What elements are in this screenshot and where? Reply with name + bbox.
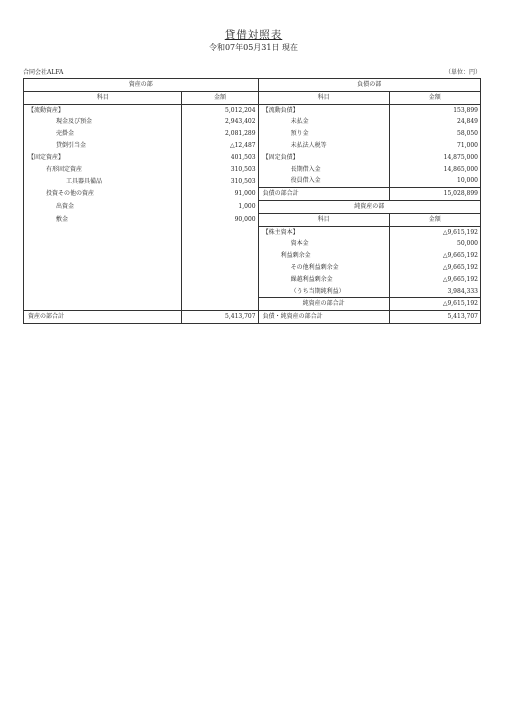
unit-label: （単位：円） (444, 69, 481, 76)
report-date: 令和07年05月31日 現在 (208, 43, 299, 52)
table-row (24, 200, 481, 213)
table-row (24, 104, 481, 116)
net-assets-amount-header: 金額 (389, 213, 480, 226)
liability-label: 役員借入金 (258, 175, 389, 187)
net-asset-amount: △9,615,192 (389, 226, 480, 238)
net-asset-label: （うち当期純利益） (258, 286, 389, 298)
net-asset-label: 資本金 (258, 238, 389, 250)
asset-amount: 91,000 (182, 188, 258, 201)
liabilities-total-label: 負債の部合計 (258, 188, 389, 201)
liability-amount: 58,050 (389, 128, 480, 140)
asset-label: 敷金 (24, 213, 182, 226)
asset-amount: 5,012,204 (182, 104, 258, 116)
net-asset-amount: 50,000 (389, 238, 480, 250)
liability-amount: 24,849 (389, 116, 480, 128)
liabilities-section-header: 負債の部 (258, 79, 480, 92)
table-row (24, 250, 481, 262)
net-assets-section-header: 純資産の部 (258, 200, 480, 213)
liab-net-total-label: 負債・純資産の部合計 (258, 311, 389, 324)
net-assets-item-header: 科目 (258, 213, 389, 226)
liabilities-item-header: 科目 (258, 91, 389, 104)
table-row (24, 140, 481, 152)
asset-amount: 2,081,289 (182, 128, 258, 140)
liabilities-amount-header: 金額 (389, 91, 480, 104)
table-row (24, 175, 481, 187)
table-row (24, 164, 481, 176)
table-row (24, 213, 481, 226)
company-name: 合同会社ALFA (23, 69, 64, 76)
table-row (24, 226, 481, 238)
asset-amount: 1,000 (182, 200, 258, 213)
liability-label: 長期借入金 (258, 164, 389, 176)
asset-label: 投資その他の資産 (24, 188, 182, 201)
net-assets-total-amount: △9,615,192 (389, 298, 480, 311)
table-row (24, 274, 481, 286)
grand-total-row (24, 311, 481, 324)
asset-label: 【固定資産】 (24, 152, 182, 164)
table-row (24, 298, 481, 311)
asset-amount: 2,943,402 (182, 116, 258, 128)
asset-amount: 401,503 (182, 152, 258, 164)
asset-amount: 310,503 (182, 164, 258, 176)
liability-amount: 10,000 (389, 175, 480, 187)
liability-label: 【固定負債】 (258, 152, 389, 164)
table-row (24, 128, 481, 140)
document-title: 貸借対照表 (224, 29, 283, 41)
asset-label: 売掛金 (24, 128, 182, 140)
table-row (24, 188, 481, 201)
assets-total-label: 資産の部合計 (24, 311, 182, 324)
asset-label: 貸倒引当金 (24, 140, 182, 152)
table-row (24, 116, 481, 128)
liability-label: 【流動負債】 (258, 104, 389, 116)
asset-amount: 310,503 (182, 175, 258, 187)
liability-amount: 14,875,000 (389, 152, 480, 164)
table-row (24, 238, 481, 250)
net-asset-label: 【株主資本】 (258, 226, 389, 238)
balance-sheet-table (23, 78, 481, 324)
net-asset-amount: △9,665,192 (389, 250, 480, 262)
assets-total-amount: 5,413,707 (182, 311, 258, 324)
assets-amount-header: 金額 (182, 91, 258, 104)
net-asset-label: その他利益剰余金 (258, 262, 389, 274)
liability-label: 未払金 (258, 116, 389, 128)
table-row (24, 286, 481, 298)
liability-amount: 71,000 (389, 140, 480, 152)
net-asset-amount: △9,665,192 (389, 274, 480, 286)
asset-amount: △12,487 (182, 140, 258, 152)
asset-label: 現金及び預金 (24, 116, 182, 128)
net-assets-total-label: 純資産の部合計 (258, 298, 389, 311)
liability-amount: 14,865,000 (389, 164, 480, 176)
liability-amount: 153,899 (389, 104, 480, 116)
net-asset-amount: 3,984,333 (389, 286, 480, 298)
liability-label: 未払法人税等 (258, 140, 389, 152)
asset-amount: 90,000 (182, 213, 258, 226)
column-header-row (24, 91, 481, 104)
asset-label: 工具器具備品 (24, 175, 182, 187)
asset-label: 有形固定資産 (24, 164, 182, 176)
table-row (24, 262, 481, 274)
net-asset-label: 利益剰余金 (258, 250, 389, 262)
liab-net-total-amount: 5,413,707 (389, 311, 480, 324)
section-header-row (24, 79, 481, 92)
table-row (24, 152, 481, 164)
net-asset-amount: △9,665,192 (389, 262, 480, 274)
net-asset-label: 繰越利益剰余金 (258, 274, 389, 286)
liabilities-total-amount: 15,028,899 (389, 188, 480, 201)
asset-label: 【流動資産】 (24, 104, 182, 116)
assets-item-header: 科目 (24, 91, 182, 104)
liability-label: 預り金 (258, 128, 389, 140)
asset-label: 出資金 (24, 200, 182, 213)
assets-section-header: 資産の部 (24, 79, 259, 92)
